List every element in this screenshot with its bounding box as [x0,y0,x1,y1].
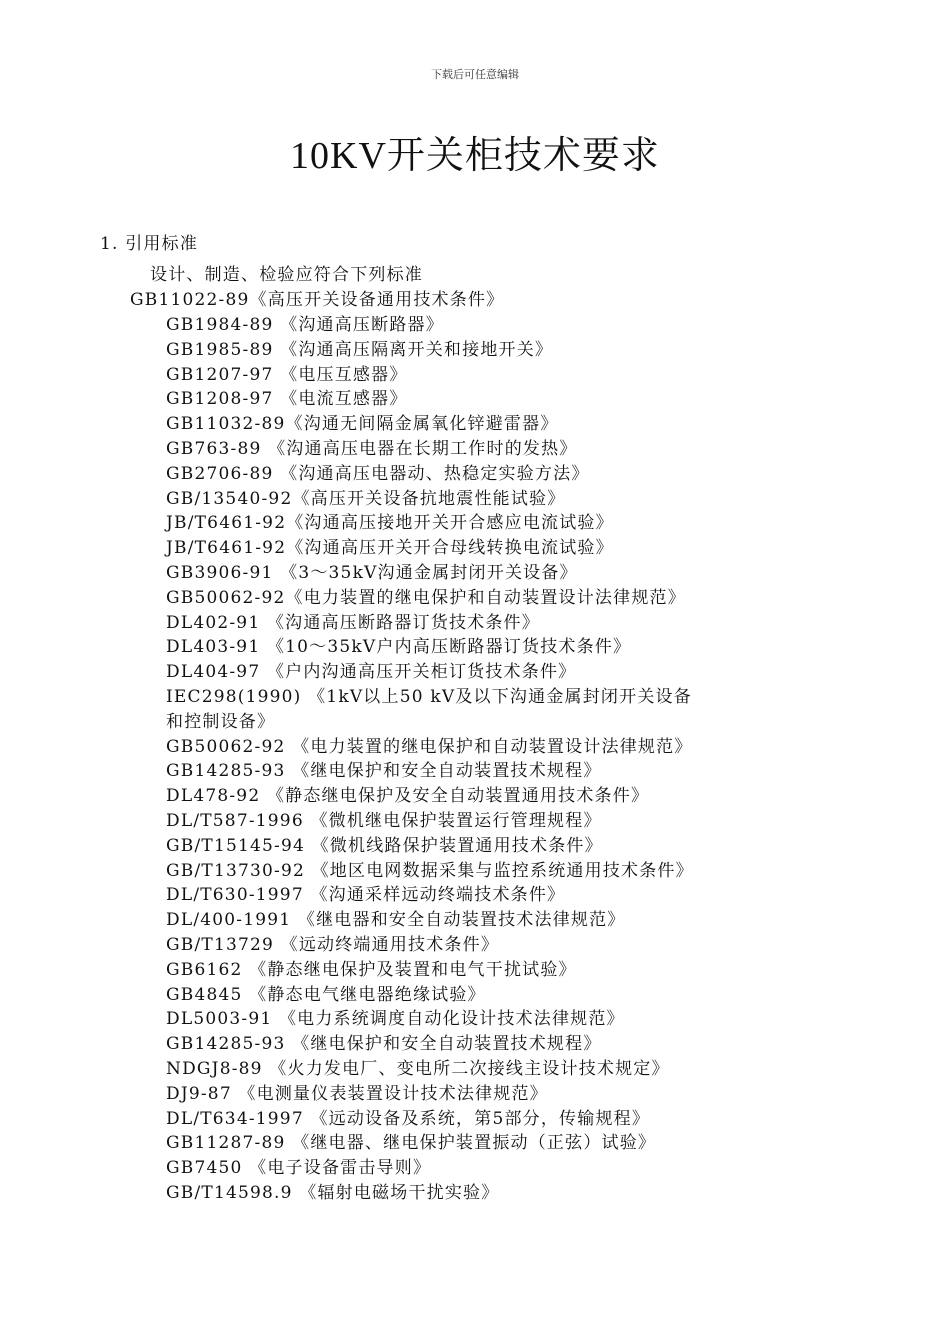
standard-item: IEC298(1990) 《1kV以上50 kV及以下沟通金属封闭开关设备 [166,687,692,707]
standard-item: GB1207-97 《电压互感器》 [166,364,408,385]
standard-item: DL/T587-1996 《微机继电保护装置运行管理规程》 [166,811,602,831]
standard-item: DL404-97 《户内沟通高压开关柜订货技术条件》 [166,662,577,683]
standard-item: DL402-91 《沟通高压断路器订货技术条件》 [166,612,540,633]
standard-item: GB/T14598.9 《辐射电磁场干扰实验》 [166,1183,500,1203]
standard-item: GB1208-97 《电流互感器》 [166,389,408,410]
document-title: 10KV开关柜技术要求 [290,135,660,177]
standard-item: JB/T6461-92《沟通高压接地开关开合感应电流试验》 [166,513,614,534]
standard-item: GB/T15145-94 《微机线路保护装置通用技术条件》 [166,835,603,856]
standard-item: DL/400-1991 《继电器和安全自动装置技术法律规范》 [166,910,626,931]
standard-item: GB11032-89《沟通无间隔金属氧化锌避雷器》 [166,414,559,435]
standard-item: GB1984-89 《沟通高压断路器》 [166,315,444,335]
standard-item: GB1985-89 《沟通高压隔离开关和接地开关》 [166,339,554,360]
standard-item: DL/T630-1997 《沟通采样远动终端技术条件》 [166,885,566,906]
section-heading: 1. 引用标准 [100,234,199,254]
standard-item: GB3906-91 《3～35kV沟通金属封闭开关设备》 [166,563,578,583]
standard-item: GB763-89 《沟通高压电器在长期工作时的发热》 [166,439,578,459]
standard-item: GB6162 《静态继电保护及装置和电气干扰试验》 [166,959,577,980]
standard-item: GB50062-92 《电力装置的继电保护和自动装置设计法律规范》 [166,736,693,757]
standard-item: DJ9-87 《电测量仪表装置设计技术法律规范》 [166,1083,548,1104]
standard-item: GB14285-93 《继电保护和安全自动装置技术规程》 [166,761,602,782]
standard-item: GB14285-93 《继电保护和安全自动装置技术规程》 [166,1034,602,1055]
standard-item: GB2706-89 《沟通高压电器动、热稳定实验方法》 [166,463,590,484]
standard-item: GB/T13730-92 《地区电网数据采集与监控系统通用技术条件》 [166,860,694,881]
top-standard: GB11022-89《高压开关设备通用技术条件》 [130,290,505,310]
standard-item: GB/13540-92《高压开关设备抗地震性能试验》 [166,488,566,509]
standard-item: GB11287-89 《继电器、继电保护装置振动（正弦）试验》 [166,1133,657,1154]
section-intro: 设计、制造、检验应符合下列标准 [150,265,423,285]
standard-item: NDGJ8-89 《火力发电厂、变电所二次接线主设计技术规定》 [166,1059,670,1079]
standard-item: JB/T6461-92《沟通高压开关开合母线转换电流试验》 [166,538,614,559]
standard-item: GB7450 《电子设备雷击导则》 [166,1158,432,1179]
standard-item: 和控制设备》 [166,711,276,732]
page-header: 下载后可任意编辑 [431,68,519,81]
standard-item: DL478-92 《静态继电保护及安全自动装置通用技术条件》 [166,786,650,807]
standard-item: GB4845 《静态电气继电器绝缘试验》 [166,984,486,1005]
standard-item: DL5003-91 《电力系统调度自动化设计技术法律规范》 [166,1009,625,1030]
standard-item: DL403-91 《10～35kV户内高压断路器订货技术条件》 [166,637,632,658]
standard-item: DL/T634-1997 《远动设备及系统，第5部分，传输规程》 [166,1108,651,1129]
standard-item: GB50062-92《电力装置的继电保护和自动装置设计法律规范》 [166,587,686,608]
standard-item: GB/T13729 《远动终端通用技术条件》 [166,935,500,955]
